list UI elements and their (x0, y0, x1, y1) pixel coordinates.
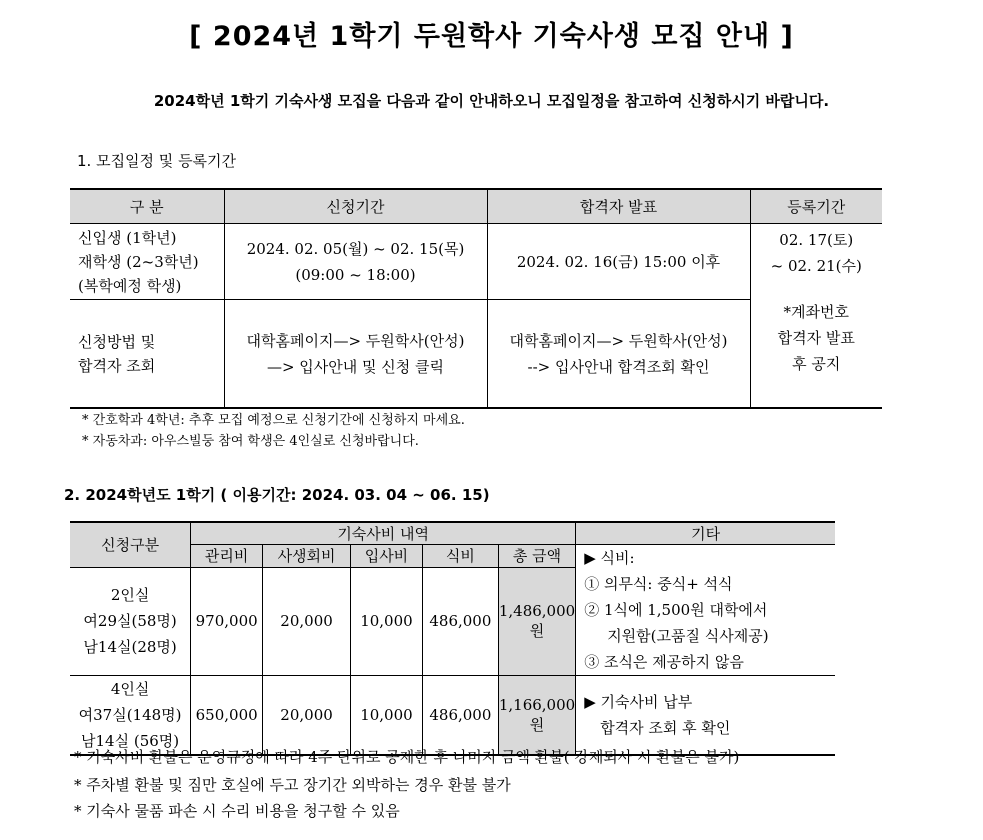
category-line: (복학예정 학생) (78, 276, 182, 295)
header-fees: 기숙사비 내역 (191, 522, 576, 545)
method-line: —> 입사안내 및 신청 클릭 (266, 357, 445, 376)
section1-heading: 1. 모집일정 및 등록기간 (77, 152, 237, 170)
page-title: [ 2024년 1학기 두원학사 기숙사생 모집 안내 ] (189, 21, 794, 52)
room-line: 4인실 (110, 680, 150, 698)
period-line: (09:00 ~ 18:00) (295, 265, 416, 284)
etc-line: ① 의무식: 중식+ 석식 (584, 575, 733, 593)
header-council: 사생회비 (263, 545, 351, 568)
header-announcement: 합격자 발표 (487, 189, 750, 224)
schedule-row-students (70, 224, 882, 300)
footnote-refund: * 기숙사비 환불은 운영규정에 따라 4주 단위로 공제한 후 나머지 금액 환불( 강제퇴사 시 환불은 불가) (74, 748, 740, 766)
announcement-cell: 2024. 02. 16(금) 15:00 이후 (487, 224, 750, 300)
etc-line: ③ 조식은 제공하지 않음 (584, 653, 744, 671)
etc-line: ② 1식에 1,500원 대학에서 (584, 601, 768, 619)
header-registration: 등록기간 (750, 189, 882, 224)
fee-total: 1,166,000원 (498, 676, 575, 756)
category-line: 합격자 조회 (78, 356, 156, 375)
footnote-no-refund: * 주차별 환불 및 짐만 호실에 두고 장기간 외박하는 경우 환불 불가 (74, 776, 511, 794)
header-management: 관리비 (191, 545, 263, 568)
method-period-cell (224, 300, 487, 409)
room-line: 남14실 (56명) (81, 732, 180, 750)
fee-council: 20,000 (263, 567, 351, 675)
room-line: 여37실(148명) (78, 706, 182, 724)
section2-heading: 2. 2024학년도 1학기 ( 이용기간: 2024. 03. 04 ~ 06. 15) (64, 486, 490, 504)
table-row (70, 676, 835, 756)
header-period: 신청기간 (224, 189, 487, 224)
room-type-cell (70, 567, 191, 675)
note-nursing: * 간호학과 4학년: 추후 모집 예정으로 신청기간에 신청하지 마세요. (82, 413, 465, 428)
fee-total: 1,486,000원 (498, 567, 575, 675)
fee-admission: 10,000 (350, 676, 422, 756)
etc-line: 지원함(고품질 식사제공) (607, 627, 769, 645)
period-line: 2024. 02. 05(월) ~ 02. 15(목) (246, 239, 465, 258)
fee-table (70, 521, 835, 756)
method-announcement-cell (487, 300, 750, 409)
footnote-damage: * 기숙사 물품 파손 시 수리 비용을 청구할 수 있음 (74, 802, 400, 820)
room-line: 남14실(28명) (83, 638, 177, 657)
method-category-cell (70, 300, 224, 409)
method-line: 대학홈페이지—> 두원학사(안성) (509, 331, 728, 350)
fee-admission: 10,000 (350, 567, 422, 675)
fee-meal: 486,000 (422, 676, 498, 756)
category-line: 재학생 (2~3학년) (78, 252, 199, 271)
etc-payment-info (576, 676, 835, 756)
note-automotive: * 자동차과: 아우스빌둥 참여 학생은 4인실로 신청바랍니다. (82, 434, 419, 449)
registration-note-line: 후 공지 (792, 354, 841, 373)
etc-line: ▶ 식비: (584, 549, 635, 567)
room-line: 2인실 (110, 586, 150, 605)
header-total: 총 금액 (498, 545, 575, 568)
header-meal: 식비 (422, 545, 498, 568)
schedule-header-row (70, 189, 882, 224)
intro-text: 2024학년 1학기 기숙사생 모집을 다음과 같이 안내하오니 모집일정을 참고하여 신청하시기 바랍니다. (153, 92, 830, 110)
header-etc: 기타 (576, 522, 835, 545)
etc-meal-info (576, 545, 835, 676)
fee-council: 20,000 (263, 676, 351, 756)
fee-management: 650,000 (191, 676, 263, 756)
method-line: --> 입사안내 합격조회 확인 (527, 357, 710, 376)
fee-management: 970,000 (191, 567, 263, 675)
method-line: 대학홈페이지—> 두원학사(안성) (246, 331, 465, 350)
etc-line: 합격자 조회 후 확인 (600, 719, 731, 737)
period-cell (224, 224, 487, 300)
schedule-table (70, 188, 882, 409)
etc-line: ▶ 기숙사비 납부 (584, 693, 693, 711)
header-admission: 입사비 (350, 545, 422, 568)
fee-meal: 486,000 (422, 567, 498, 675)
registration-cell (750, 224, 882, 409)
registration-line: 02. 17(토) (779, 230, 854, 249)
category-cell (70, 224, 224, 300)
registration-note-line: 합격자 발표 (777, 328, 855, 347)
room-type-cell (70, 676, 191, 756)
category-line: 신청방법 및 (78, 332, 156, 351)
registration-line: ~ 02. 21(수) (770, 256, 862, 275)
room-line: 여29실(58명) (83, 612, 177, 631)
header-category: 구 분 (70, 189, 224, 224)
registration-note-line: *계좌번호 (783, 302, 849, 321)
fee-header-row-1 (70, 522, 835, 545)
category-line: 신입생 (1학년) (78, 228, 177, 247)
header-apply-category: 신청구분 (70, 522, 191, 567)
